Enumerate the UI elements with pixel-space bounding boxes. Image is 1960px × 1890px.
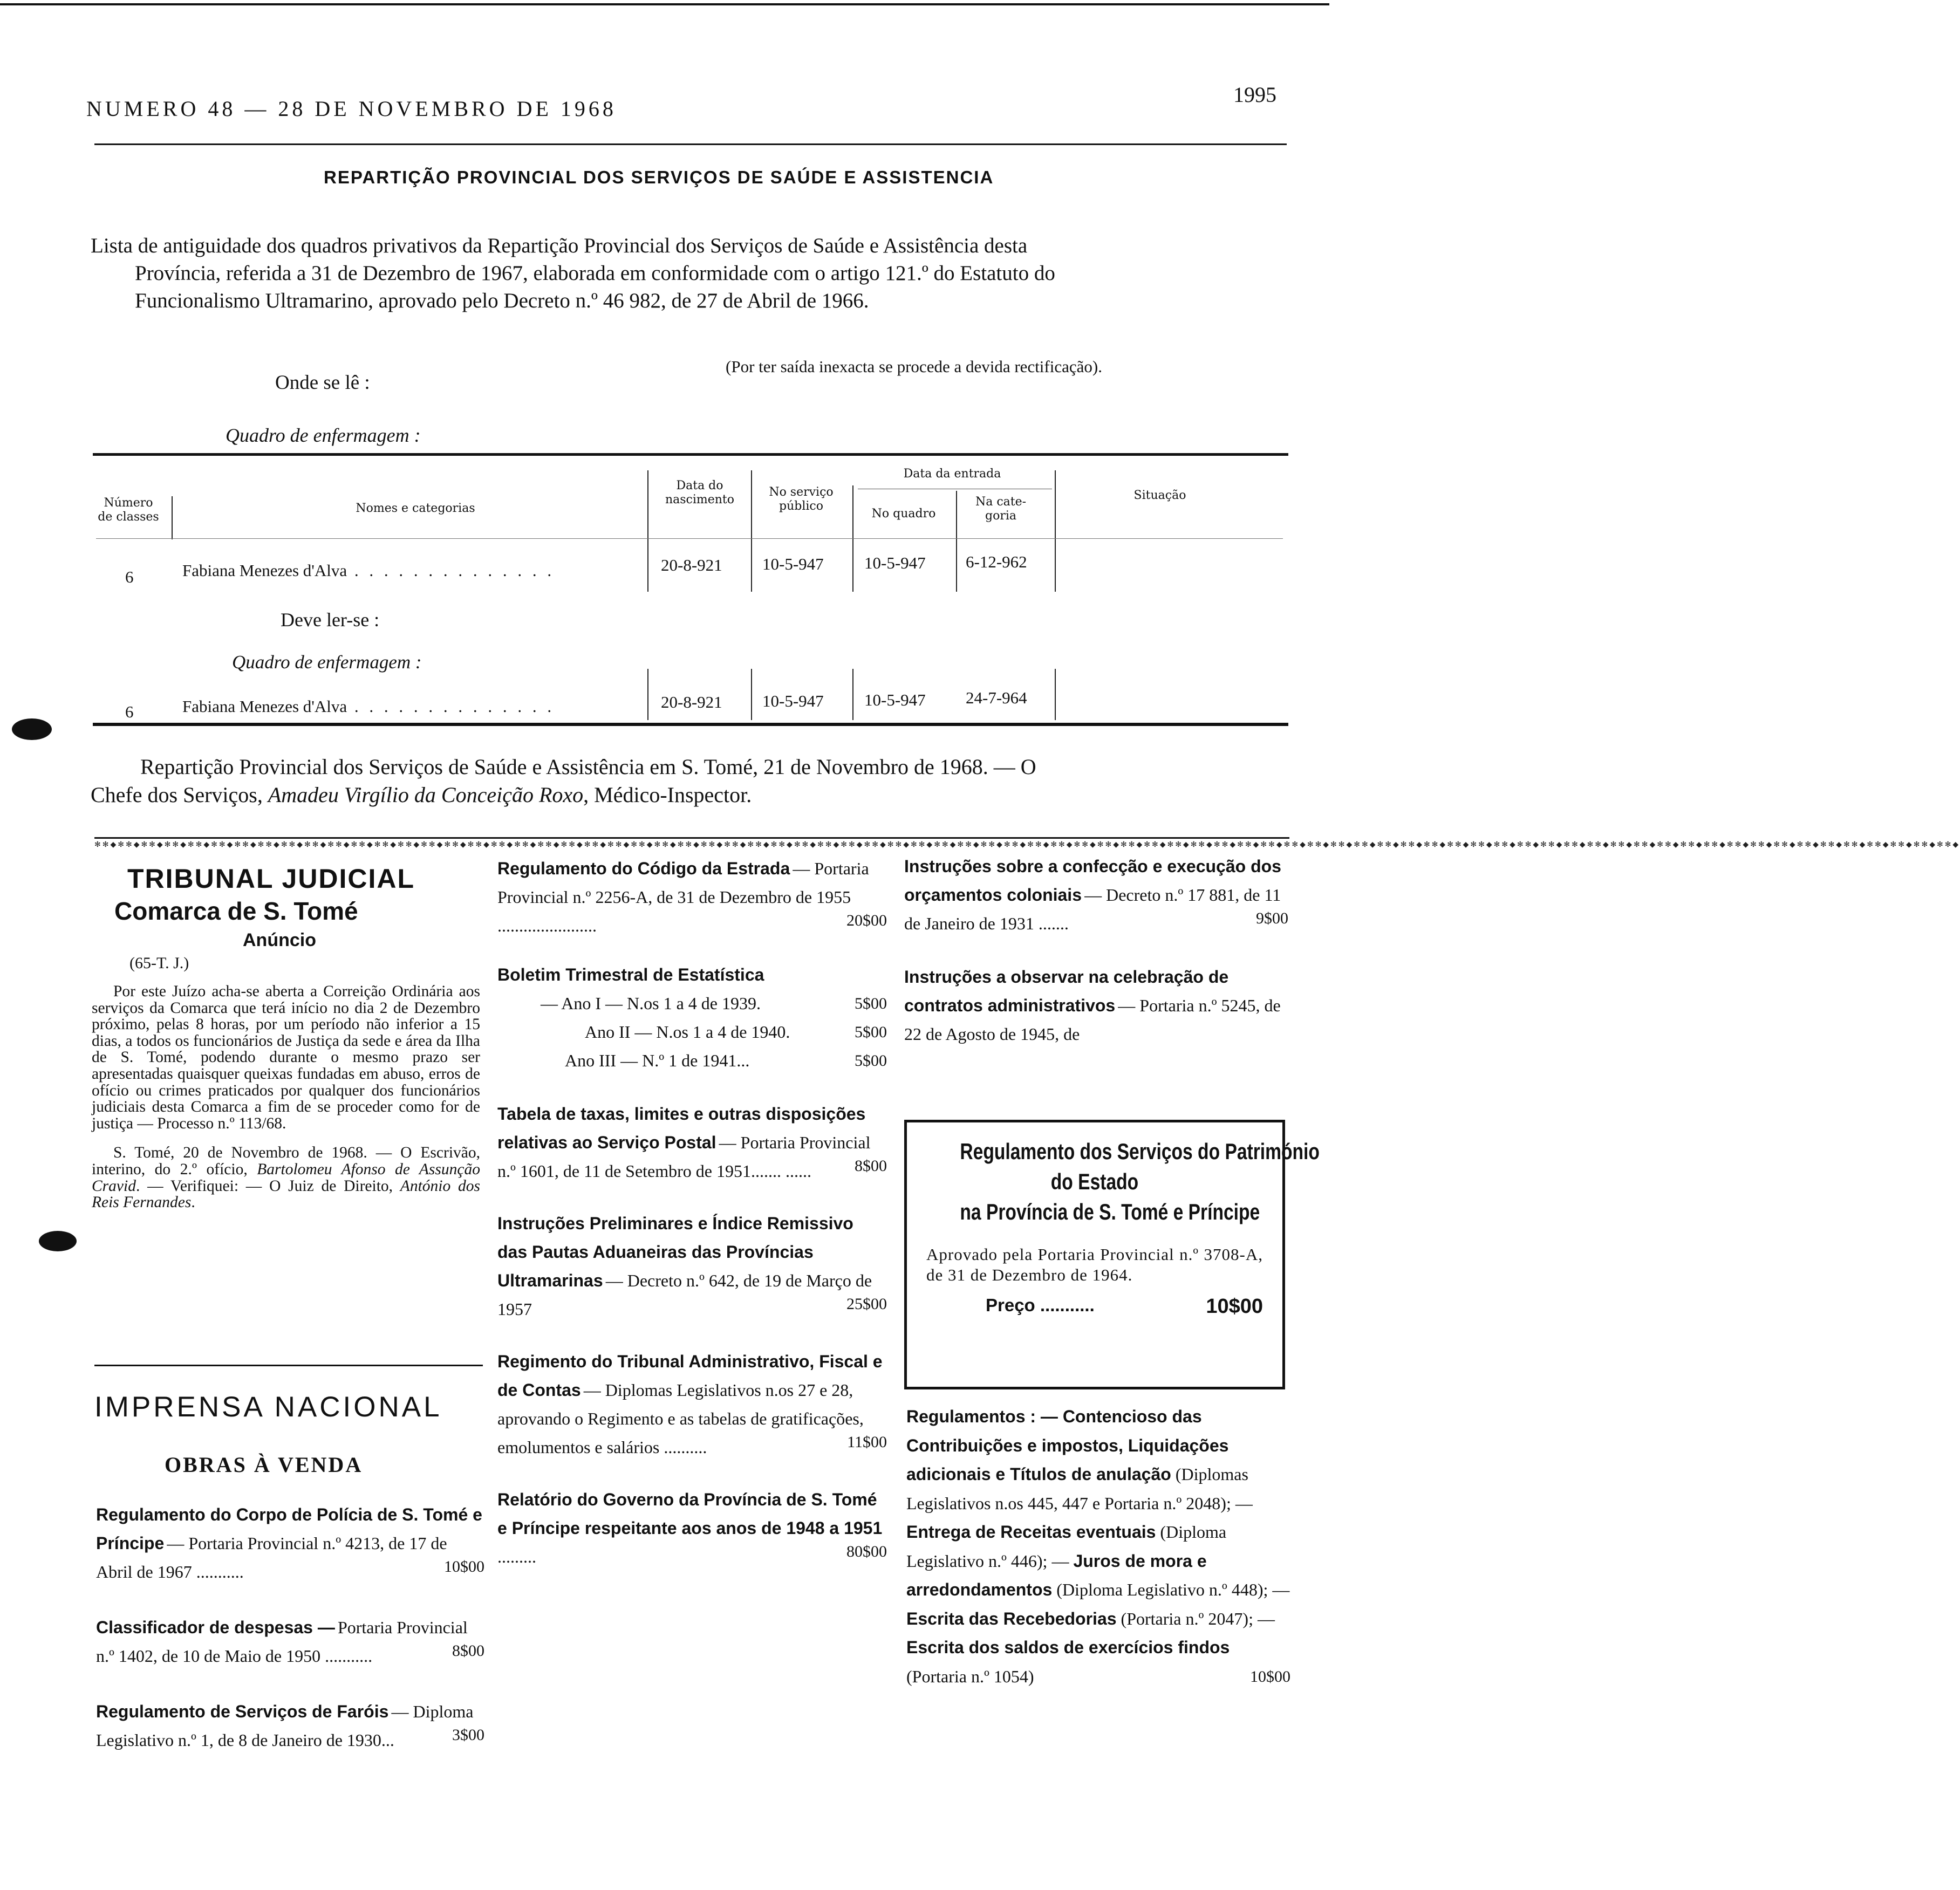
row-quadro: 10-5-947 (864, 553, 926, 572)
boletim-line-label: Ano III — N.º 1 de 1941... (565, 1051, 750, 1070)
header-no-quadro: No quadro (871, 507, 936, 521)
item-price: 20$00 (846, 912, 887, 929)
table-vline (852, 669, 853, 720)
boletim-title: Boletim Trimestral de Estatística (497, 965, 764, 984)
item-title: Regulamento de Serviços de Faróis (96, 1702, 389, 1721)
header-numero: Número de classes (98, 496, 159, 524)
table-vline (172, 496, 173, 539)
box-price: 10$00 (1206, 1295, 1263, 1318)
item-title: Regulamento do Código da Estrada (497, 859, 790, 878)
list-item (904, 852, 1288, 938)
boletim-line (497, 1046, 887, 1075)
onde-se-le: Onde se lê : (275, 372, 370, 394)
reg-text-2: (Diploma Legislativo n.º 446); — (906, 1522, 1227, 1571)
item-price: 8$00 (855, 1157, 887, 1175)
list-item (96, 1697, 484, 1755)
boletim-line (497, 989, 887, 1018)
table-vline (1055, 470, 1056, 592)
imprensa-title: IMPRENSA NACIONAL (94, 1391, 442, 1423)
item-body: — Decreto n.º 17 881, de 11 de Janeiro de 1931 ....... (904, 885, 1281, 933)
signature-text-b: , Médico-Inspector. (583, 783, 752, 807)
reg-text-5: (Portaria n.º 1054) (906, 1666, 1034, 1686)
table-vline (956, 491, 957, 592)
boletim-line-price: 5$00 (855, 1052, 887, 1070)
row-servico: 10-5-947 (762, 691, 824, 710)
signature-line1: Repartição Provincial dos Serviços de Saúde e Assistência em S. Tomé, 21 de Novembro de 1968. — O (140, 755, 1036, 779)
ornamental-separator: ✻✻◆✻✻◆✻✻◆✻✻◆✻✻◆✻✻◆✻✻◆✻✻◆✻✻◆✻✻◆✻✻◆✻✻◆✻✻◆✻✻◆✻✻◆✻✻◆✻✻◆✻✻◆✻✻◆✻✻◆✻✻◆✻✻◆✻✻◆✻✻◆✻✻◆✻✻◆✻✻◆✻✻◆✻✻◆✻✻◆✻✻◆✻✻◆✻✻◆✻✻◆✻✻◆✻✻◆✻✻◆✻✻◆✻✻◆✻✻◆✻✻◆✻✻◆✻✻◆✻✻◆✻✻◆✻✻◆✻✻◆✻✻◆✻✻◆✻✻◆✻✻◆✻✻◆✻✻◆✻✻◆✻✻◆✻✻◆✻✻◆✻✻◆✻✻◆✻✻◆✻✻◆✻✻◆✻✻◆✻✻◆✻✻◆✻✻◆✻✻◆✻✻◆✻✻◆✻✻◆✻✻◆✻✻◆✻✻◆✻✻◆✻✻◆✻✻◆✻✻◆✻✻◆✻✻◆✻✻◆ (94, 840, 1960, 849)
col3-items (904, 852, 1288, 1049)
issue-line: NUMERO 48 — 28 DE NOVEMBRO DE 1968 (86, 97, 617, 121)
item-title: Tabela de taxas, limites e outras disposições relativas ao Serviço Postal (497, 1104, 866, 1152)
reg-text-3: (Diploma Legislativo n.º 448); — (1052, 1580, 1290, 1599)
table-vline (1055, 669, 1056, 720)
notice-intro-line2: Província, referida a 31 de Dezembro de 1967, elaborada em conformidade com o artigo 121.º do Estatuto do (135, 262, 1055, 285)
tribunal-section (92, 863, 480, 1211)
item-title: Regimento do Tribunal Administrativo, Fiscal e de Contas (497, 1352, 883, 1400)
item-body: — Portaria Provincial n.º 4213, de 17 de Abril de 1967 ........... (96, 1533, 447, 1581)
punch-hole-mark-2 (39, 1231, 77, 1251)
list-item (96, 1613, 484, 1670)
reg-bold-1: Regulamentos : — Contencioso das Contribuições e impostos, Liquidações adicionais e Títulos de anulação (906, 1407, 1229, 1484)
table-vline (751, 669, 752, 720)
tribunal-title: TRIBUNAL JUDICIAL (127, 864, 415, 894)
leader-dots: . . . . . . . . . . . . . . (347, 697, 555, 716)
boletim-line-price: 5$00 (855, 1023, 887, 1041)
item-body: — Diplomas Legislativos n.os 27 e 28, aprovando o Regimento e as tabelas de gratificações, emolumentos e salários .......... (497, 1380, 864, 1457)
item-body: — Diploma Legislativo n.º 1, de 8 de Janeiro de 1930... (96, 1702, 474, 1750)
box-price-row (926, 1295, 1263, 1316)
box-approved: Aprovado pela Portaria Provincial n.º 3708-A, de 31 de Dezembro de 1964. (926, 1245, 1263, 1284)
row-categoria: 24-7-964 (966, 688, 1027, 707)
tribunal-closing-a: S. Tomé, 20 de Novembro de 1968. — O Escrivão, interino, do 2.º ofício, (92, 1144, 480, 1178)
item-price: 25$00 (846, 1295, 887, 1313)
list-item (497, 1485, 887, 1571)
box-price-label: Preço ........... (986, 1295, 1095, 1315)
row-numero: 6 (125, 702, 134, 721)
ornament-rule-top (94, 837, 1289, 839)
header-na-categoria: Na cate- goria (975, 495, 1027, 523)
box-title-line2: do Estado (1050, 1169, 1139, 1194)
deve-ler-se: Deve ler-se : (281, 609, 380, 631)
row-nome (182, 561, 641, 580)
tribunal-closing (92, 1145, 480, 1210)
rectification-note: (Por ter saída inexacta se procede a devida rectificação). (726, 357, 1102, 376)
item-body: ......... (497, 1547, 536, 1566)
quadro-label: Quadro de enfermagem : (226, 424, 421, 446)
list-item (497, 1347, 887, 1462)
row-nascimento: 20-8-921 (661, 556, 722, 574)
reg-bold-4: Escrita das Recebedorias (906, 1608, 1117, 1628)
row-nome-text: Fabiana Menezes d'Alva (182, 697, 347, 716)
tribunal-ref: (65-T. J.) (129, 954, 189, 972)
item-title: Instruções sobre a confecção e execução dos orçamentos coloniais (904, 857, 1281, 905)
page-number: 1995 (1233, 83, 1276, 107)
table-bottom-rule (93, 723, 1288, 726)
item-title: Instruções Preliminares e Índice Remissivo das Pautas Aduaneiras das Províncias Ultramarinas (497, 1214, 853, 1290)
reg-bold-2: Entrega de Receitas eventuais (906, 1522, 1156, 1542)
reg-bold-3: Juros de mora e arredondamentos (906, 1551, 1207, 1599)
table-vline (647, 669, 648, 720)
top-border-rule (0, 3, 1329, 5)
row-quadro: 10-5-947 (864, 690, 926, 709)
table-vline (647, 470, 648, 592)
tribunal-comarca: Comarca de S. Tomé (114, 897, 358, 925)
leader-dots: . . . . . . . . . . . . . . (347, 561, 555, 580)
list-item (497, 1209, 887, 1324)
tribunal-anuncio: Anúncio (243, 930, 316, 950)
col1-items (96, 1501, 484, 1755)
boletim-line-label: Ano II — N.os 1 a 4 de 1940. (585, 1022, 790, 1042)
notice-title: REPARTIÇÃO PROVINCIAL DOS SERVIÇOS DE SAÚDE E ASSISTENCIA (324, 167, 994, 187)
row-numero: 6 (125, 567, 134, 586)
col2-items (497, 854, 887, 1571)
signature-text-a: Chefe dos Serviços, (91, 783, 268, 807)
header-data-entrada: Data da entrada (903, 467, 1001, 481)
row-servico: 10-5-947 (762, 554, 824, 573)
table-vline (751, 470, 752, 592)
item-price: 3$00 (452, 1726, 484, 1744)
header-nascimento: Data do nascimento (665, 479, 735, 506)
boletim-line (497, 1018, 887, 1046)
patrimonio-box (904, 1120, 1320, 1389)
header-servico: No serviço público (769, 485, 834, 513)
header-nomes: Nomes e categorias (356, 502, 475, 515)
item-price: 80$00 (846, 1543, 887, 1560)
item-price: 8$00 (452, 1642, 484, 1660)
item-price: 11$00 (847, 1433, 887, 1451)
reg-text-4: (Portaria n.º 2047); — (1116, 1608, 1275, 1628)
list-item (497, 1100, 887, 1186)
tribunal-body: Por este Juízo acha-se aberta a Correição Ordinária aos serviços da Comarca que terá início no dia 2 de Dezembro próximo, pelas 8 horas, por um período não inferior a 15 dias, a todos os funcionários de Justiça da sede e área da Ilha de S. Tomé, podendo durante o mesmo prazo ser apresentadas quaisquer queixas fundadas em abuso, erros de ofício ou crimes praticados por qualquer dos funcionários judiciais desta Comarca a fim de se proceder como for de justiça — Processo n.º 113/68. (92, 983, 480, 1132)
row-nascimento: 20-8-921 (661, 693, 722, 711)
tribunal-closing-b: . — Verifiquei: — O Juiz de Direito, (135, 1177, 400, 1195)
boletim-line-price: 5$00 (855, 995, 887, 1012)
row-nome-text: Fabiana Menezes d'Alva (182, 561, 347, 580)
item-price: 9$00 (1256, 909, 1288, 927)
notice-signature (91, 753, 1294, 809)
tribunal-closing-name1: Bartolomeu Afonso de Assunção Cravid (92, 1160, 480, 1195)
regulamentos-item (906, 1402, 1290, 1691)
item-body: — Portaria Provincial n.º 1601, de 11 de Setembro de 1951....... ...... (497, 1133, 871, 1181)
list-item (497, 854, 887, 940)
imprensa-subtitle: OBRAS À VENDA (165, 1453, 363, 1477)
reg-bold-5: Escrita dos saldos de exercícios findos (906, 1638, 1230, 1657)
item-title: Instruções a observar na celebração de contratos administrativos (904, 967, 1229, 1015)
notice-intro-line3: Funcionalismo Ultramarino, aprovado pelo Decreto n.º 46 982, de 27 de Abril de 1966. (135, 289, 869, 312)
item-body: Portaria Provincial n.º 1402, de 10 de Maio de 1950 ........... (96, 1618, 468, 1666)
punch-hole-mark (12, 718, 52, 740)
table-top-rule (93, 453, 1288, 456)
notice-intro (91, 232, 1294, 314)
notice-intro-line1: Lista de antiguidade dos quadros privativos da Repartição Provincial dos Serviços de Saúde e Assistência desta (91, 234, 1028, 257)
quadro-label-2: Quadro de enfermagem : (232, 652, 422, 673)
item-body: — Decreto n.º 642, de 19 de Março de 1957 (497, 1271, 872, 1319)
signature-line2 (91, 781, 1294, 809)
header-situacao: Situação (1133, 489, 1186, 502)
boletim-item (497, 961, 887, 1075)
item-title: Relatório do Governo da Província de S. Tomé e Príncipe respeitante aos anos de 1948 a 1951 (497, 1490, 883, 1538)
imprensa-rule (94, 1365, 483, 1366)
row-categoria: 6-12-962 (966, 552, 1027, 571)
box-title-line3: na Província de S. Tomé e Príncipe (960, 1199, 1260, 1224)
reg-price: 10$00 (1250, 1667, 1290, 1686)
signature-name: Amadeu Virgílio da Conceição Roxo (268, 783, 584, 807)
reg-text-1: (Diplomas Legislativos n.os 445, 447 e Portaria n.º 2048); — (906, 1464, 1253, 1513)
item-body: — Portaria Provincial n.º 2256-A, de 31 de Dezembro de 1955 ....................... (497, 859, 869, 935)
item-price: 10$00 (444, 1558, 484, 1576)
table-header-rule (96, 538, 1283, 539)
tribunal-closing-name2: António dos Reis Fernandes (92, 1177, 480, 1211)
list-item (96, 1501, 484, 1586)
item-body: — Portaria n.º 5245, de 22 de Agosto de 1945, de (904, 996, 1281, 1044)
tribunal-closing-end: . (191, 1194, 195, 1211)
list-item (904, 963, 1288, 1049)
row-nome (182, 697, 641, 716)
box-title-line1: Regulamento dos Serviços do Património (960, 1139, 1320, 1164)
item-title: Regulamento do Corpo de Polícia de S. Tomé e Príncipe (96, 1505, 482, 1553)
boletim-line-label: — Ano I — N.os 1 a 4 de 1939. (541, 994, 761, 1013)
header-rule (94, 143, 1287, 145)
item-title: Classificador de despesas — (96, 1618, 335, 1637)
